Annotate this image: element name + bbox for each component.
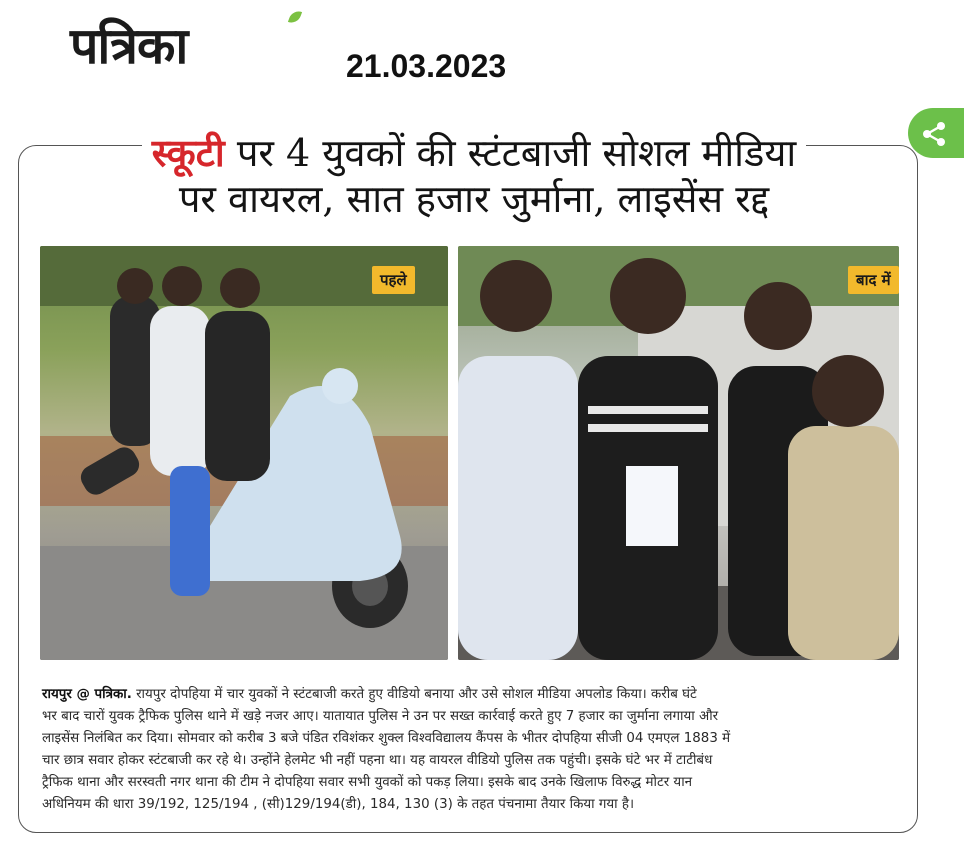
newspaper-logo: पत्रिका — [70, 17, 188, 75]
body-line-2: भर बाद चारों युवक ट्रैफिक पुलिस थाने में खड़े नजर आए। यातायात पुलिस ने उन पर सख्त कार्रवाई करते हुए 7 हजार का जुर्माना लगाया और — [42, 709, 719, 724]
publication-date: 21.03.2023 — [346, 48, 507, 84]
headline-line2: पर वायरल, सात हजार जुर्माना, लाइसेंस रद्द — [169, 177, 779, 221]
scooter-scene-image — [40, 246, 448, 660]
logo-leaf-icon — [288, 9, 302, 26]
body-line-3: लाइसेंस निलंबित कर दिया। सोमवार को करीब 3 बजे पंडित रविशंकर शुक्ल विश्वविद्यालय कैंपस के भीतर दोपहिया सीजी 04 एमएल 1883 में — [42, 731, 731, 746]
body-line-1: रायपुर दोपहिया में चार युवकों ने स्टंटबाजी करते हुए वीडियो बनाया और उसे सोशल मीडिया अपलोड किया। करीब घंटे — [131, 687, 697, 702]
share-icon — [920, 120, 948, 148]
dateline: रायपुर @ पत्रिका. — [42, 687, 132, 702]
headline-line1: पर 4 युवकों की स्टंटबाजी सोशल मीडिया — [224, 131, 797, 175]
after-tag: बाद में — [848, 266, 899, 294]
youths-at-police-station-image — [458, 246, 899, 660]
body-line-6: अधिनियम की धारा 39/192, 125/194 , (सी)129/194(डी), 184, 130 (3) के तहत पंचनामा तैयार किया गया है। — [42, 797, 635, 812]
body-line-4: चार छात्र सवार होकर स्टंटबाजी कर रहे थे। उन्होंने हेलमेट भी नहीं पहना था। यह वायरल वीडियो पुलिस तक पहुंची। इसके घंटे भर में टाटीबंध — [42, 753, 713, 768]
body-line-5: ट्रैफिक थाना और सरस्वती नगर थाना की टीम ने दोपहिया सवार सभी युवकों को पकड़ लिया। इसके बाद उनके खिलाफ विरुद्ध मोटर यान — [42, 775, 693, 790]
before-tag: पहले — [372, 266, 415, 294]
photo-after — [458, 246, 899, 660]
photo-before — [40, 246, 448, 660]
headline-accent-word: स्कूटी — [151, 130, 225, 175]
masthead — [70, 14, 320, 84]
article-headline — [24, 130, 924, 222]
article-body — [42, 684, 902, 816]
